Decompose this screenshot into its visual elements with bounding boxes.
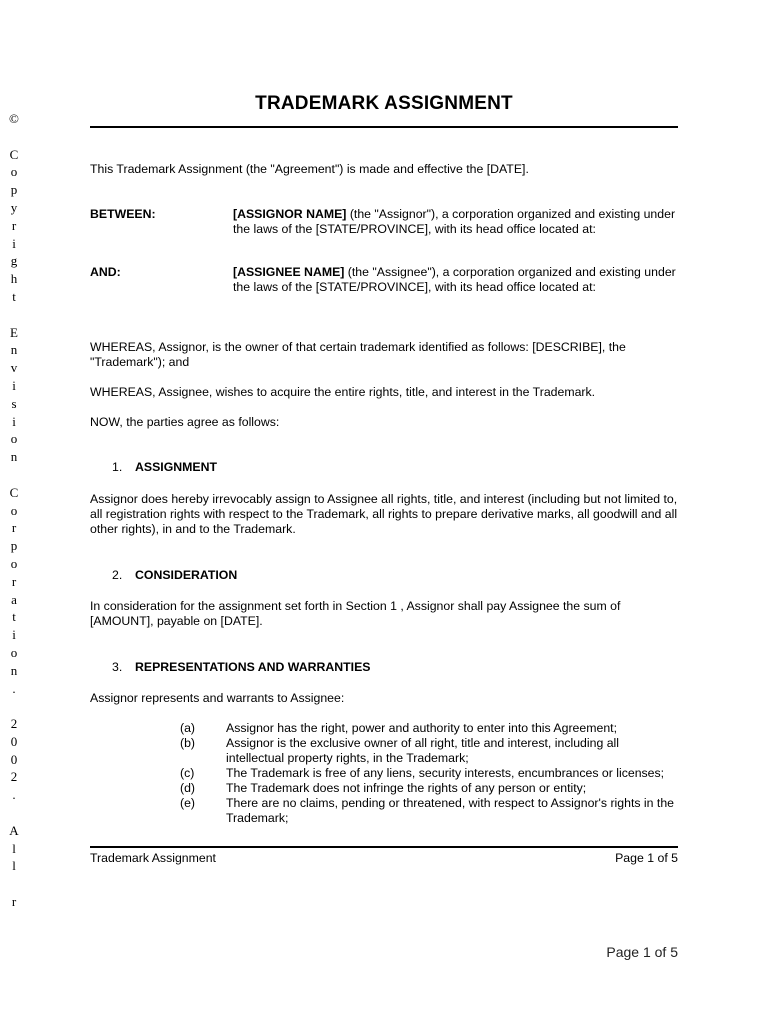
copyright-char: C bbox=[9, 146, 19, 162]
and-label: AND: bbox=[90, 265, 121, 279]
copyright-char bbox=[6, 128, 22, 146]
copyright-char bbox=[6, 697, 22, 715]
copyright-char: A bbox=[9, 822, 19, 838]
warranty-text: The Trademark is free of any liens, security interests, encumbrances or licenses; bbox=[226, 766, 665, 780]
copyright-char: i bbox=[12, 413, 16, 429]
copyright-char: y bbox=[10, 199, 18, 215]
copyright-char: . bbox=[12, 680, 16, 696]
copyright-char: r bbox=[11, 894, 17, 910]
copyright-char: i bbox=[12, 377, 16, 393]
copyright-char: p bbox=[10, 182, 18, 198]
copyright-char: i bbox=[12, 627, 16, 643]
intro-paragraph: This Trademark Assignment (the "Agreement") is made and effective the [DATE]. bbox=[90, 162, 529, 176]
copyright-char bbox=[6, 466, 22, 484]
assignee-description: (the "Assignee"), a corporation organized and existing under the laws of the [STATE/PROVINCE], with its head office located at: bbox=[233, 265, 676, 295]
copyright-char bbox=[6, 306, 22, 324]
copyright-char: o bbox=[10, 164, 18, 180]
section-number: 1. bbox=[112, 460, 123, 474]
copyright-char: C bbox=[9, 484, 19, 500]
copyright-char: o bbox=[10, 431, 18, 447]
warranty-text: The Trademark does not infringe the rights of any person or entity; bbox=[226, 781, 587, 795]
copyright-char: 2 bbox=[10, 769, 18, 785]
copyright-char: o bbox=[10, 644, 18, 660]
section-body-assignment: Assignor does hereby irrevocably assign to Assignee all rights, title, and interest (including but not limited to, all registration rights with respect to the Trademark, all rights to prepare derivative marks, all goodwill and all other rights), in and to the Trademark. bbox=[90, 492, 678, 537]
copyright-char: p bbox=[10, 538, 18, 554]
footer-rule bbox=[90, 846, 678, 848]
warranty-text: Assignor is the exclusive owner of all right, title and interest, including all intellectual property rights, in the Trademark; bbox=[226, 736, 620, 765]
footer-page-number: Page 1 of 5 bbox=[615, 851, 678, 865]
footer-document-name: Trademark Assignment bbox=[90, 851, 216, 865]
warranty-letter: (c) bbox=[180, 766, 195, 780]
assignee-name: [ASSIGNEE NAME] bbox=[233, 265, 345, 279]
copyright-char: l bbox=[12, 858, 16, 874]
copyright-char: g bbox=[10, 253, 18, 269]
copyright-char: n bbox=[10, 449, 18, 465]
copyright-char: a bbox=[11, 591, 17, 607]
warranty-text: There are no claims, pending or threatened, with respect to Assignor's rights in the Trademark; bbox=[226, 796, 675, 825]
copyright-char: 0 bbox=[10, 751, 18, 767]
copyright-char: h bbox=[10, 271, 18, 287]
copyright-vertical-text bbox=[6, 110, 22, 911]
section-title: REPRESENTATIONS AND WARRANTIES bbox=[135, 660, 371, 674]
section-body-consideration: In consideration for the assignment set forth in Section 1 , Assignor shall pay Assignee the sum of [AMOUNT], payable on [DATE]. bbox=[90, 599, 621, 629]
section-body-representations: Assignor represents and warrants to Assignee: bbox=[90, 691, 345, 705]
now-paragraph: NOW, the parties agree as follows: bbox=[90, 415, 280, 429]
copyright-char: o bbox=[10, 502, 18, 518]
copyright-char: © bbox=[9, 111, 19, 126]
copyright-char: E bbox=[10, 324, 18, 340]
whereas-paragraph-2: WHEREAS, Assignee, wishes to acquire the entire rights, title, and interest in the Trademark. bbox=[90, 385, 596, 399]
copyright-char: l bbox=[12, 840, 16, 856]
assignor-party bbox=[233, 207, 678, 237]
between-label: BETWEEN: bbox=[90, 207, 156, 221]
copyright-char: n bbox=[10, 342, 18, 358]
warranty-text: Assignor has the right, power and authority to enter into this Agreement; bbox=[226, 721, 617, 735]
whereas-paragraph-1: WHEREAS, Assignor, is the owner of that certain trademark identified as follows: [DESCRIBE], the "Trademark"); and bbox=[90, 340, 626, 370]
page-indicator: Page 1 of 5 bbox=[606, 944, 678, 960]
section-title: CONSIDERATION bbox=[135, 568, 238, 582]
copyright-char: i bbox=[12, 235, 16, 251]
copyright-char: v bbox=[10, 360, 18, 376]
assignor-description: (the "Assignor"), a corporation organized and existing under the laws of the [STATE/PROVINCE], with its head office located at: bbox=[233, 207, 676, 237]
assignee-party bbox=[233, 265, 678, 295]
copyright-char: o bbox=[10, 555, 18, 571]
copyright-char: t bbox=[12, 609, 16, 625]
section-number: 3. bbox=[112, 660, 123, 674]
copyright-char: t bbox=[12, 288, 16, 304]
title-underline bbox=[90, 126, 678, 128]
warranty-letter: (b) bbox=[180, 736, 196, 750]
assignor-name: [ASSIGNOR NAME] bbox=[233, 207, 347, 221]
copyright-char: n bbox=[10, 662, 18, 678]
copyright-char: r bbox=[11, 520, 17, 536]
warranty-letter: (a) bbox=[180, 721, 196, 735]
copyright-char: 2 bbox=[10, 716, 18, 732]
copyright-char: . bbox=[12, 787, 16, 803]
warranty-letter: (d) bbox=[180, 781, 196, 795]
copyright-char: s bbox=[11, 395, 17, 411]
section-title: ASSIGNMENT bbox=[135, 460, 217, 474]
document-title: TRADEMARK ASSIGNMENT bbox=[255, 93, 513, 114]
section-number: 2. bbox=[112, 568, 123, 582]
copyright-char: r bbox=[11, 573, 17, 589]
copyright-char bbox=[6, 804, 22, 822]
copyright-char: r bbox=[11, 217, 17, 233]
copyright-char bbox=[6, 875, 22, 893]
copyright-char: 0 bbox=[10, 733, 18, 749]
warranty-letter: (e) bbox=[180, 796, 196, 810]
